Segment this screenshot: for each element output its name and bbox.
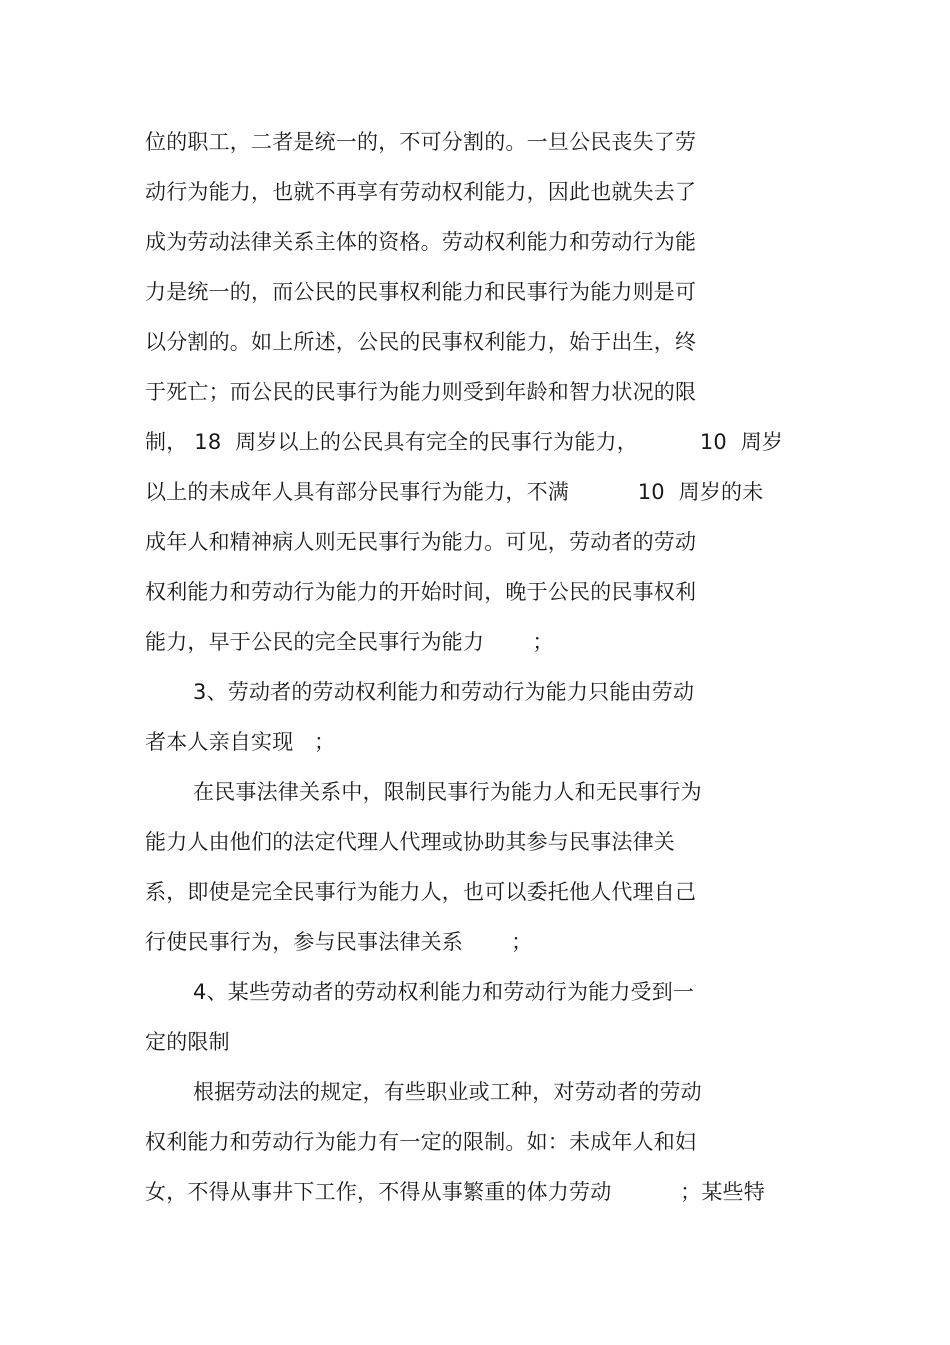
- text-line: 位的职工，二者是统一的，不可分割的。一旦公民丧失了劳: [145, 130, 697, 154]
- text-line: 权利能力和劳动行为能力的开始时间，晚于公民的民事权利: [145, 580, 697, 604]
- text-line: 以上的未成年人具有部分民事行为能力，不满 10 周岁的未: [145, 480, 764, 504]
- text-line: 权利能力和劳动行为能力有一定的限制。如：未成年人和妇: [145, 1130, 697, 1154]
- text-line: 系，即使是完全民事行为能力人，也可以委托他人代理自己: [145, 880, 697, 904]
- text-line: 能力，早于公民的完全民事行为能力 ；: [145, 630, 554, 654]
- text-line: 行使民事行为，参与民事法律关系 ；: [145, 930, 533, 954]
- text-line: 成为劳动法律关系主体的资格。劳动权利能力和劳动行为能: [145, 230, 697, 254]
- text-line: 者本人亲自实现 ；: [145, 730, 336, 754]
- paragraph-start: 在民事法律关系中，限制民事行为能力人和无民事行为: [193, 780, 702, 804]
- text-line: 动行为能力，也就不再享有劳动权利能力，因此也就失去了: [145, 180, 697, 204]
- text-line: 成年人和精神病人则无民事行为能力。可见，劳动者的劳动: [145, 530, 697, 554]
- text-line: 女，不得从事井下工作，不得从事繁重的体力劳动 ；某些特: [145, 1180, 765, 1204]
- text-line: 制， 18 周岁以上的公民具有完全的民事行为能力， 10 周岁: [145, 430, 784, 454]
- text-line: 能力人由他们的法定代理人代理或协助其参与民事法律关: [145, 830, 675, 854]
- paragraph-start: 根据劳动法的规定，有些职业或工种，对劳动者的劳动: [193, 1080, 702, 1104]
- numbered-heading: 3、劳动者的劳动权利能力和劳动行为能力只能由劳动: [193, 680, 695, 704]
- text-line: 于死亡；而公民的民事行为能力则受到年龄和智力状况的限: [145, 380, 697, 404]
- text-line: 定的限制: [145, 1030, 230, 1054]
- numbered-heading: 4、某些劳动者的劳动权利能力和劳动行为能力受到一: [193, 980, 695, 1004]
- text-line: 力是统一的，而公民的民事权利能力和民事行为能力则是可: [145, 280, 697, 304]
- text-line: 以分割的。如上所述，公民的民事权利能力，始于出生，终: [145, 330, 697, 354]
